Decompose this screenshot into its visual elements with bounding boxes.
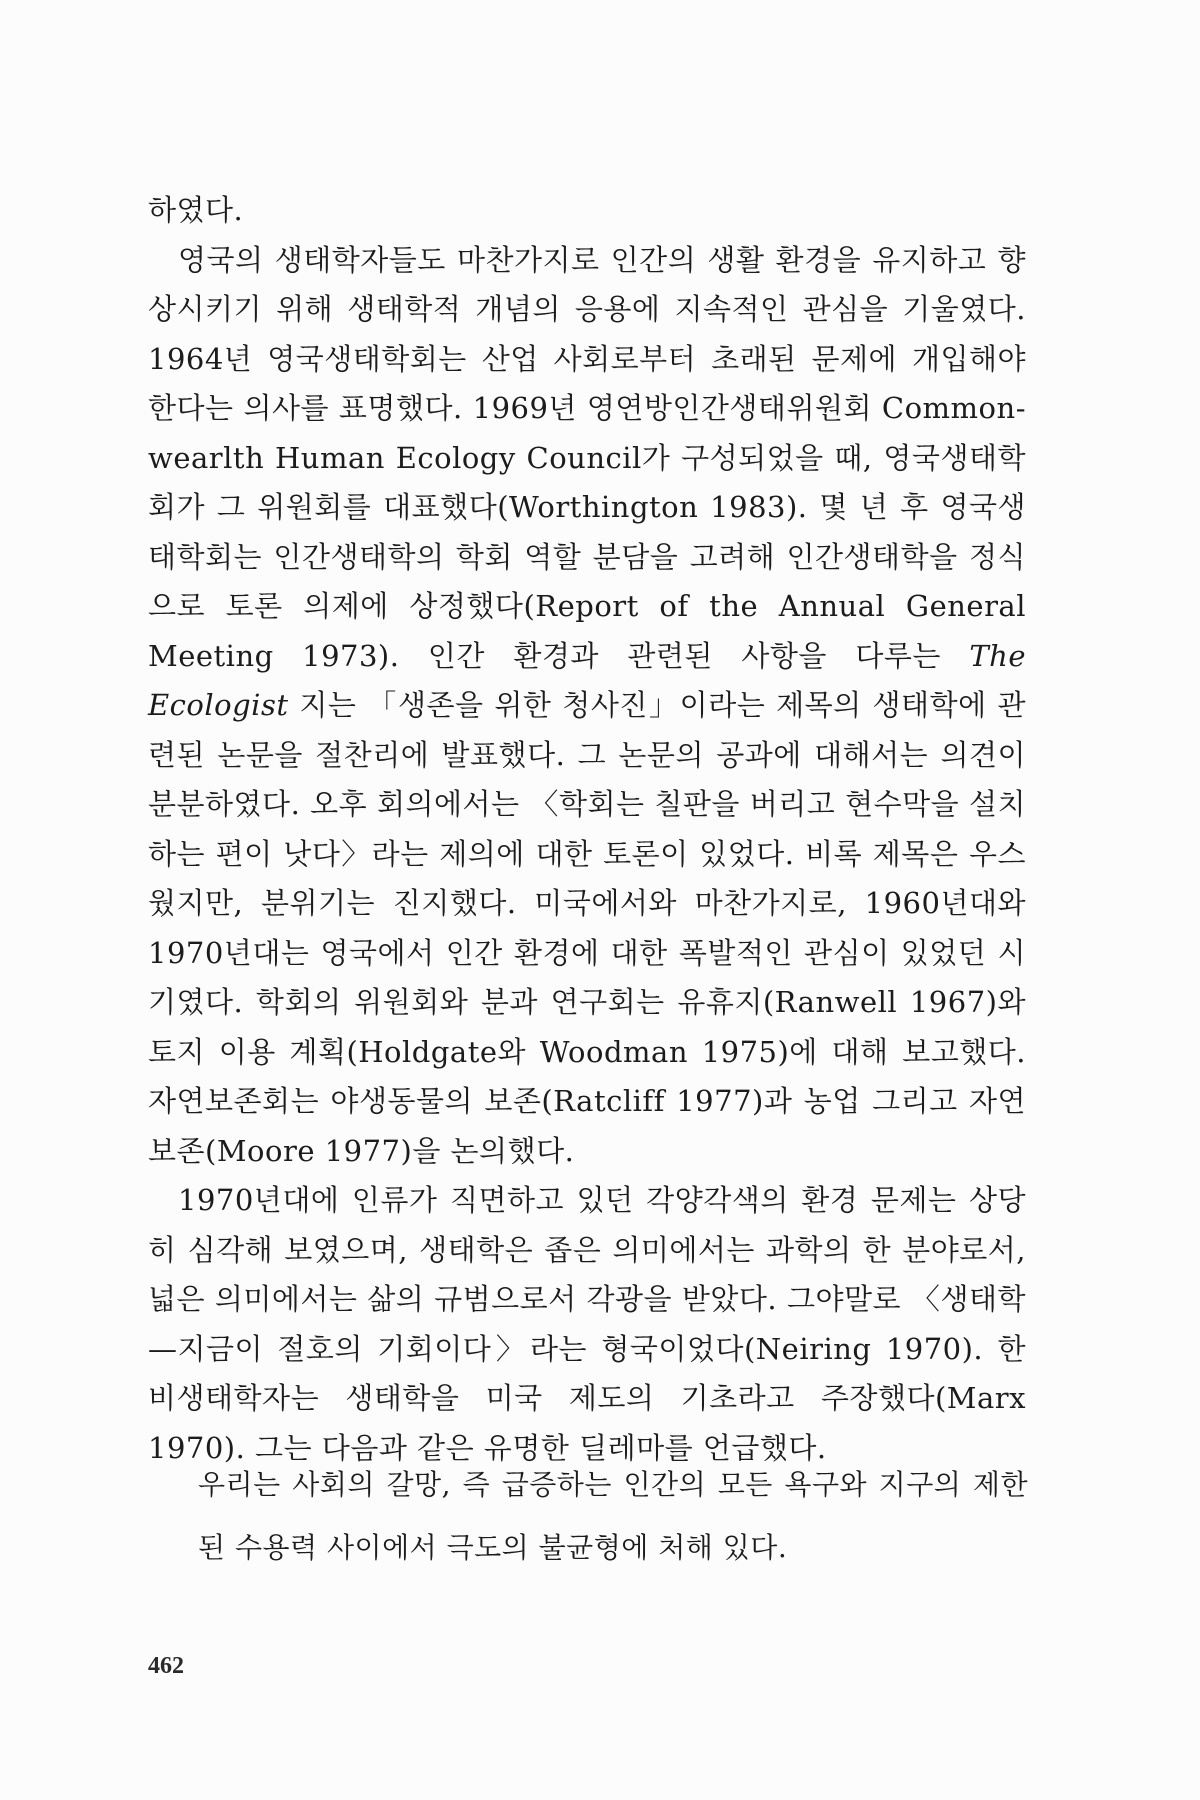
paragraph-1970s: 1970년대에 인류가 직면하고 있던 각양각색의 환경 문제는 상당히 심각해 보였으며, 생태학은 좁은 의미에서는 과학의 한 분야로서, 넓은 의미에서는 삶의 규범으로서 각광을 받았다. 그야말로 〈생태학—지금이 절호의 기회이다〉라는 형국이었다(Neiring 1970). 한 비생태학자는 생태학을 미국 제도의 기초라고 주장했다(Marx 1970). 그는 다음과 같은 유명한 딜레마를 언급했다.: [148, 1183, 1026, 1465]
block-quote: 우리는 사회의 갈망, 즉 급증하는 인간의 모든 욕구와 지구의 제한된 수용력 사이에서 극도의 불균형에 처해 있다.: [198, 1468, 1028, 1564]
page-number: 462: [148, 1653, 184, 1679]
body-text: [148, 186, 1026, 1473]
journal-title: The Ecologist: [148, 638, 1026, 722]
paragraph-text-part: 지는 「생존을 위한 청사진」이라는 제목의 생태학에 관련된 논문을 절찬리에 발표했다. 그 논문의 공과에 대해서는 의견이 분분하였다. 오후 회의에서는 〈학회는 칠판을 버리고 현수막을 설치하는 편이 낫다〉라는 제의에 대한 토론이 있었다. 비록 제목은 우스웠지만, 분위기는 진지했다. 미국에서와 마찬가지로, 1960년대와 1970년대는 영국에서 인간 환경에 대한 폭발적인 관심이 있었던 시기였다. 학회의 위원회와 분과 연구회는 유휴지(Ranwell 1967)와 토지 이용 계획(Holdgate와 Woodman 1975)에 대해 보고했다. 자연보존회는 야생동물의 보존(Ratcliff 1977)과 농업 그리고 자연 보존(Moore 1977)을 논의했다.: [148, 688, 1026, 1168]
paragraph-continuation: 하였다.: [148, 193, 244, 227]
paragraph-text-part: 영국의 생태학자들도 마찬가지로 인간의 생활 환경을 유지하고 향상시키기 위해 생태학적 개념의 응용에 지속적인 관심을 기울였다. 1964년 영국생태학회는 산업 사회로부터 초래된 문제에 개입해야 한다는 의사를 표명했다. 1969년 영연방인간생태위원회 Common-wearlth Human Ecology Council가 구성되었을 때, 영국생태학회가 그 위원회를 대표했다(Worthington 1983). 몇 년 후 영국생태학회는 인간생태학의 학회 역할 분담을 고려해 인간생태학을 정식으로 토론 의제에 상정했다(Report of the Annual General Meeting 1973). 인간 환경과 관련된 사항을 다루는: [148, 242, 1026, 673]
paragraph-british-ecologists: [148, 236, 1026, 1177]
